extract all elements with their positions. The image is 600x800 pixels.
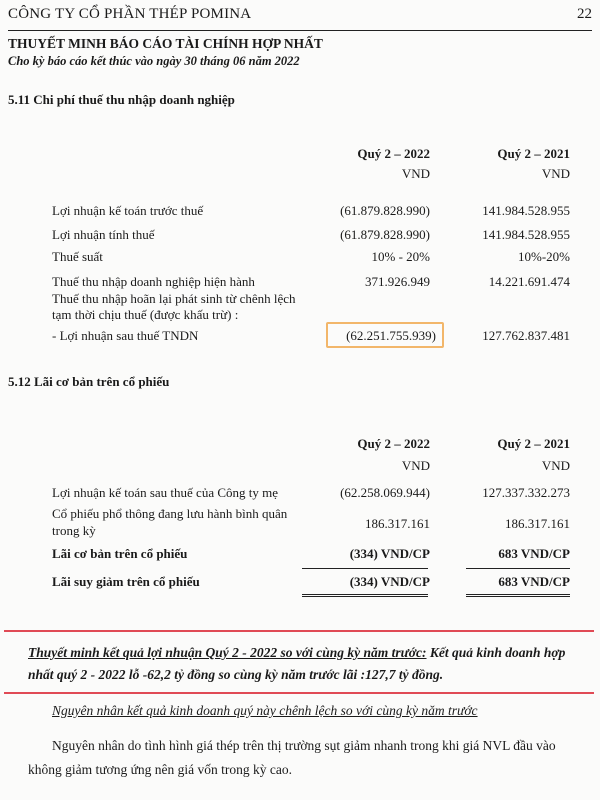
s512-col2-unit: VND xyxy=(541,458,570,473)
table-cell-2021: 141.984.528.955 xyxy=(482,203,570,218)
cause-title: Nguyên nhân kết quả kinh doanh quý này chênh lệch so với cùng kỳ năm trước xyxy=(52,703,478,718)
table-cell-2022: 10% - 20% xyxy=(371,249,430,264)
table-cell-2022: 371.926.949 xyxy=(365,274,430,289)
table-row-label: Lãi suy giảm trên cổ phiếu xyxy=(52,574,200,589)
double-rule-2021 xyxy=(466,594,570,597)
table-cell-2022: (61.879.828.990) xyxy=(340,203,430,218)
note-underlined: Thuyết minh kết quả lợi nhuận Quý 2 - 2022 so với cùng kỳ năm trước: xyxy=(28,645,427,660)
section-5-11-heading: 5.11 Chi phí thuế thu nhập doanh nghiệp xyxy=(8,92,235,107)
table-row-label: Cổ phiếu phổ thông đang lưu hành bình quân xyxy=(52,506,288,521)
table-cell-2021: 127.337.332.273 xyxy=(482,485,570,500)
section-5-12-heading: 5.12 Lãi cơ bản trên cổ phiếu xyxy=(8,374,170,389)
table-row-label: Lãi cơ bản trên cổ phiếu xyxy=(52,546,188,561)
table-cell-2021: 186.317.161 xyxy=(505,516,570,531)
table-row-label: Thuế thu nhập hoãn lại phát sinh từ chênh lệch xyxy=(52,291,296,306)
table-cell-2021: 141.984.528.955 xyxy=(482,227,570,242)
s512-col1-unit: VND xyxy=(401,458,430,473)
table-row-label: Lợi nhuận kế toán sau thuế của Công ty mẹ xyxy=(52,485,279,500)
table-cell-2021: 683 VND/CP xyxy=(498,574,570,589)
profit-explanation-note xyxy=(28,642,588,686)
table-row-label: - Lợi nhuận sau thuế TNDN xyxy=(52,328,199,343)
table-cell-2021: 10%-20% xyxy=(518,249,570,264)
document-title: THUYẾT MINH BÁO CÁO TÀI CHÍNH HỢP NHẤT xyxy=(8,36,323,51)
s512-col1-header: Quý 2 – 2022 xyxy=(357,436,430,451)
table-row-label: Thuế thu nhập doanh nghiệp hiện hành xyxy=(52,274,255,289)
table-row-label: Thuế suất xyxy=(52,249,103,264)
table-cell-2022: (61.879.828.990) xyxy=(340,227,430,242)
table-cell-2022: (334) VND/CP xyxy=(349,574,430,589)
s511-col2-header: Quý 2 – 2021 xyxy=(497,146,570,161)
table-cell-2021: 127.762.837.481 xyxy=(482,328,570,343)
table-cell-2021: 683 VND/CP xyxy=(498,546,570,561)
note-text: Kết quả kinh doanh hợp nhất quý 2 - 2022 lỗ -62,2 tỷ đồng so cùng kỳ năm trước lãi :127,7 tỷ đồng. xyxy=(28,645,566,682)
rule-2022 xyxy=(302,568,428,569)
s511-col2-unit: VND xyxy=(541,166,570,181)
s511-col1-header: Quý 2 – 2022 xyxy=(357,146,430,161)
table-row-label: trong kỳ xyxy=(52,523,96,538)
header-rule xyxy=(8,30,592,31)
cause-text: Nguyên nhân do tình hình giá thép trên thị trường sụt giảm nhanh trong khi giá NVL đầu vào không giảm tương ứng nên giá vốn trong kỳ cao. xyxy=(28,738,556,777)
table-cell-2022: (334) VND/CP xyxy=(349,546,430,561)
rule-2021 xyxy=(466,568,570,569)
s512-col2-header: Quý 2 – 2021 xyxy=(497,436,570,451)
highlight-box xyxy=(326,322,444,348)
table-row-label: Lợi nhuận kế toán trước thuế xyxy=(52,203,204,218)
document-subtitle: Cho kỳ báo cáo kết thúc vào ngày 30 tháng 06 năm 2022 xyxy=(8,54,300,68)
table-row-label: Lợi nhuận tính thuế xyxy=(52,227,155,242)
table-cell-2022: 186.317.161 xyxy=(365,516,430,531)
page-number: 22 xyxy=(577,6,592,22)
table-cell-2022-highlighted: (62.251.755.939) xyxy=(346,328,436,343)
s511-col1-unit: VND xyxy=(401,166,430,181)
company-name: CÔNG TY CỔ PHẦN THÉP POMINA xyxy=(8,6,252,22)
double-rule-2022 xyxy=(302,594,428,597)
table-cell-2022: (62.258.069.944) xyxy=(340,485,430,500)
table-row-label: tạm thời chịu thuế (được khấu trừ) : xyxy=(52,307,239,322)
table-cell-2021: 14.221.691.474 xyxy=(488,274,570,289)
